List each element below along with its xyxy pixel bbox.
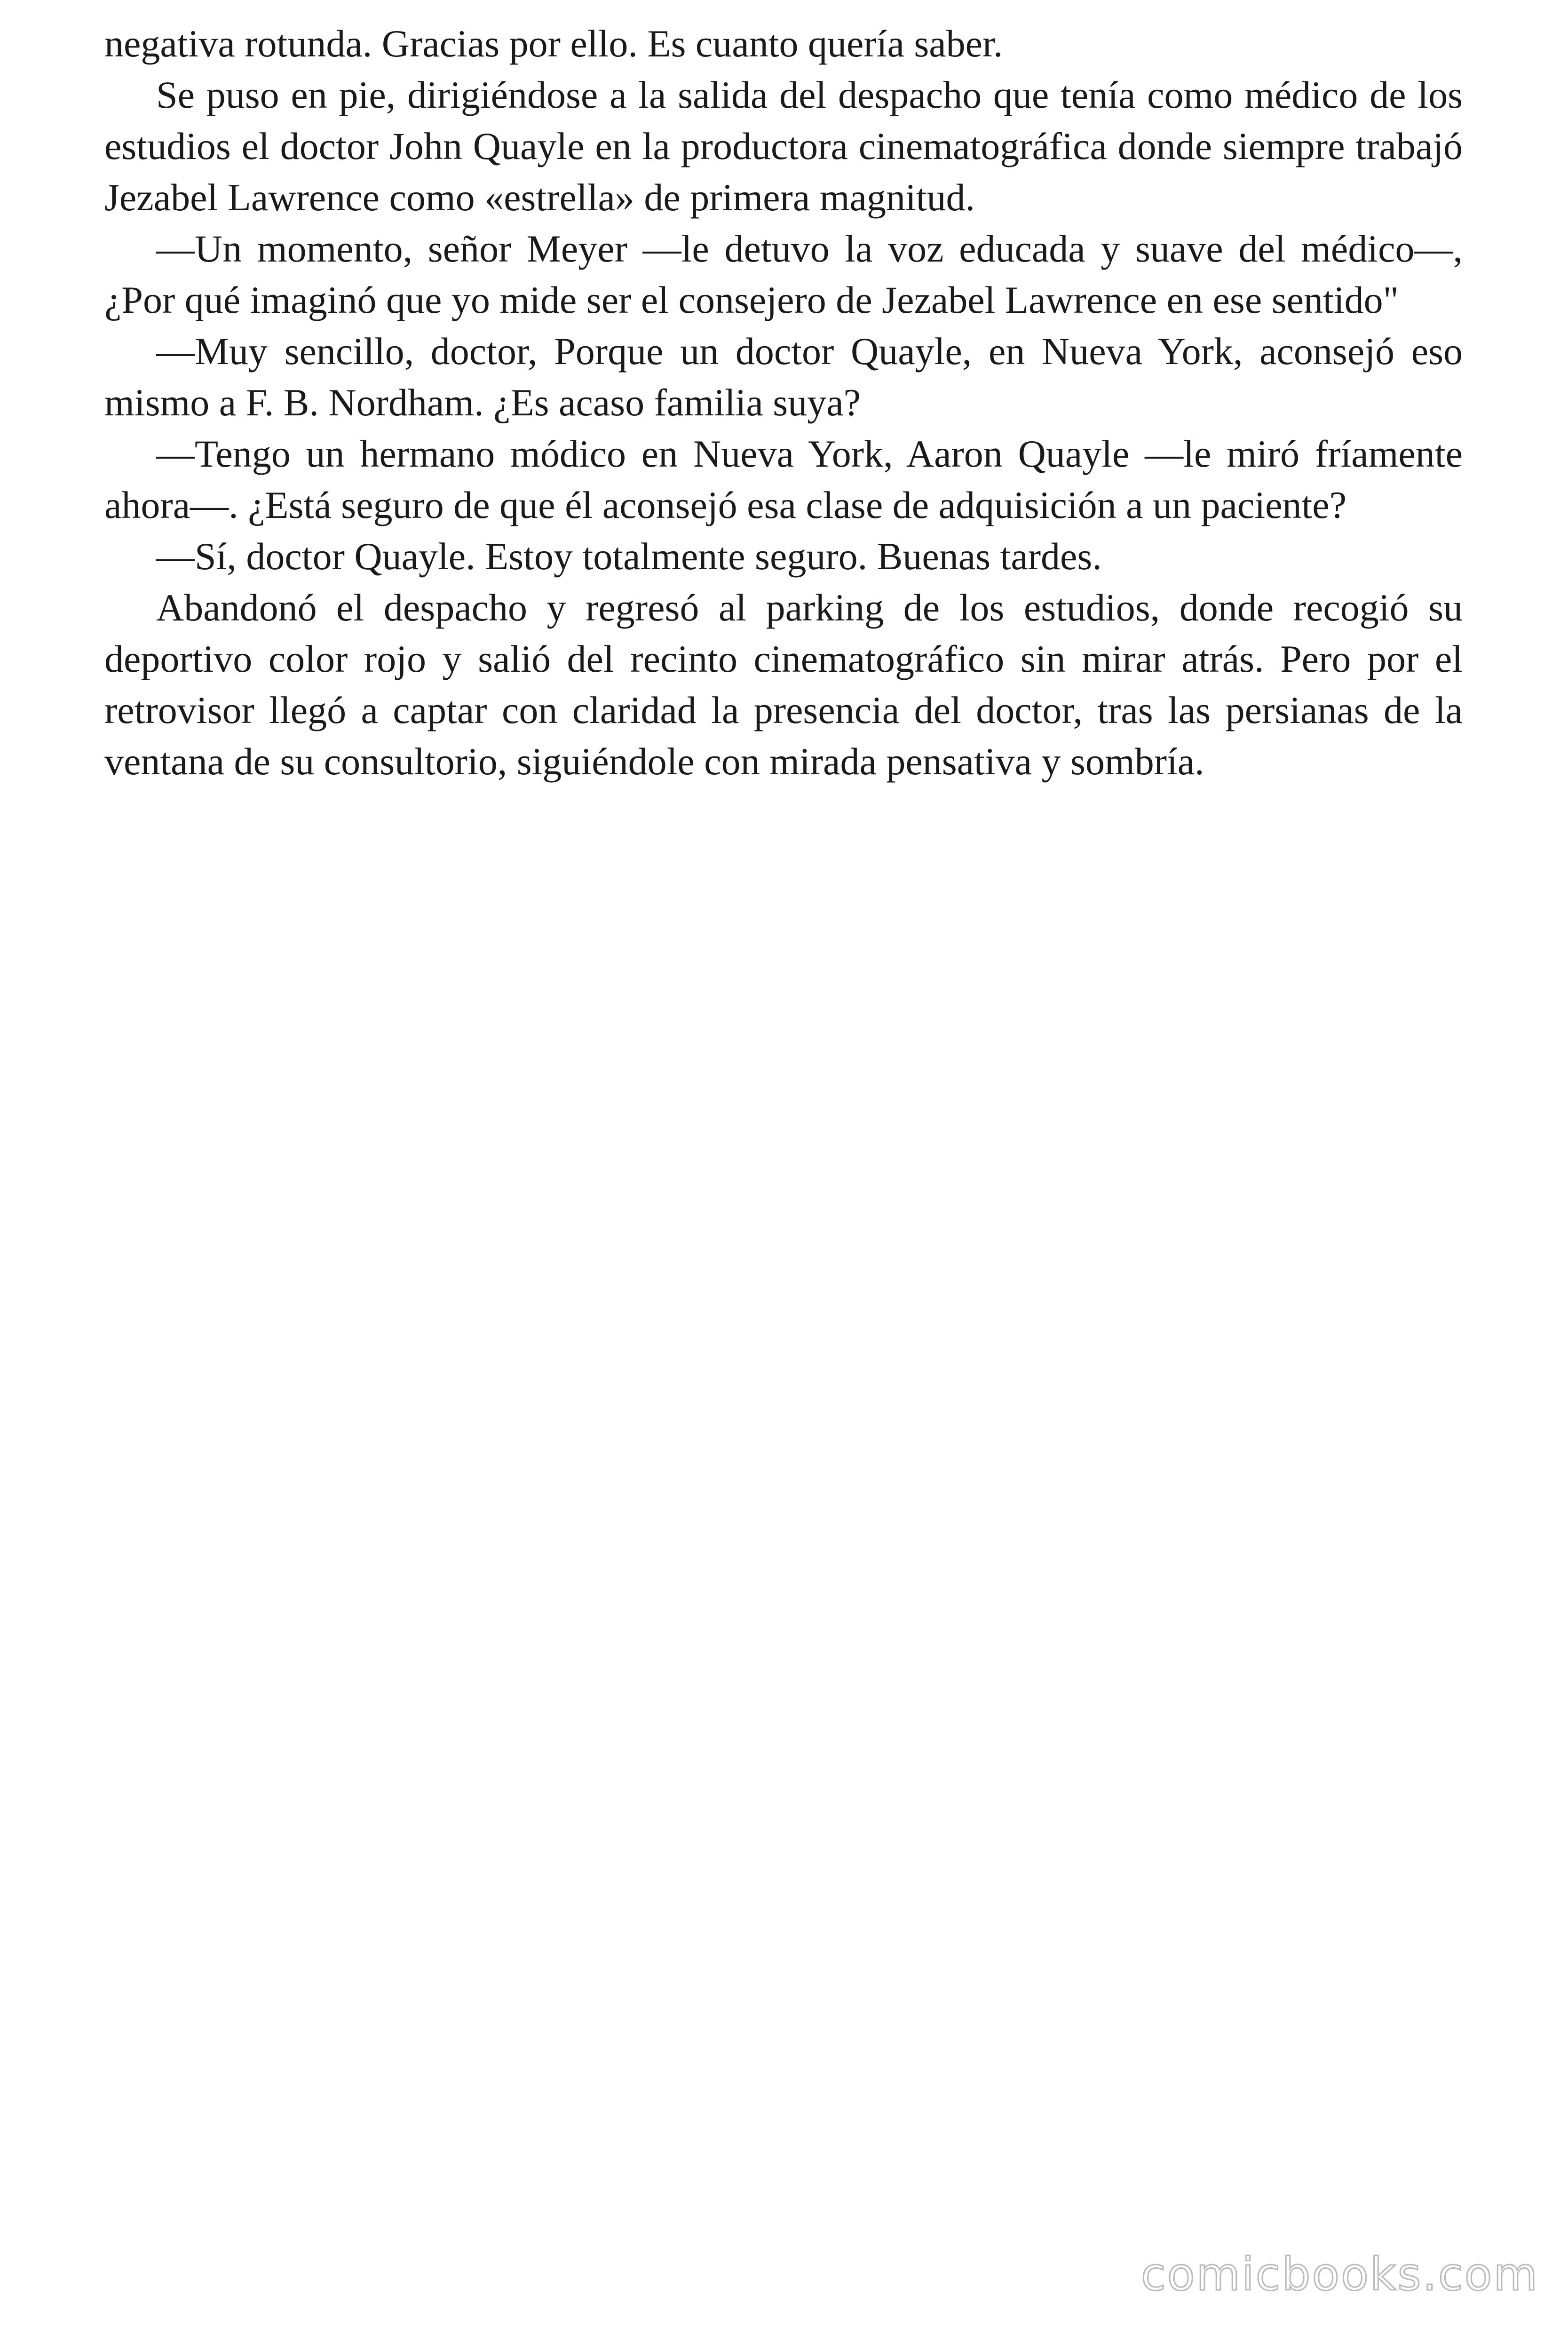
paragraph: —Tengo un hermano módico en Nueva York, Aaron Quayle —le miró fríamente ahora—. ¿Está seguro de que él aconsejó esa clase de adquisición a un paciente? bbox=[104, 432, 1463, 526]
paragraph: —Sí, doctor Quayle. Estoy totalmente seguro. Buenas tardes. bbox=[156, 535, 1102, 578]
paragraph: —Un momento, señor Meyer —le detuvo la voz educada y suave del médico—, ¿Por qué imaginó que yo mide ser el consejero de Jezabel Lawrence en ese sentido" bbox=[104, 227, 1463, 321]
watermark: comicbooks.com bbox=[1140, 2248, 1539, 2301]
paragraph: Se puso en pie, dirigiéndose a la salida del despacho que tenía como médico de los estudios el doctor John Quayle en la productora cinematográfica donde siempre trabajó Jezabel Lawrence como «estrella» de primera magnitud. bbox=[104, 73, 1463, 219]
paragraph: —Muy sencillo, doctor, Porque un doctor Quayle, en Nueva York, aconsejó eso mismo a F. B. Nordham. ¿Es acaso familia suya? bbox=[104, 330, 1463, 424]
paragraph: negativa rotunda. Gracias por ello. Es cuanto quería saber. bbox=[104, 22, 1003, 65]
paragraph: Abandonó el despacho y regresó al parking de los estudios, donde recogió su deportivo color rojo y salió del recinto cinematográfico sin mirar atrás. Pero por el retrovisor llegó a captar con claridad la presencia del doctor, tras las persianas de la ventana de su consultorio, siguiéndole con mirada pensativa y sombría. bbox=[104, 586, 1463, 783]
page-body bbox=[104, 18, 1463, 787]
